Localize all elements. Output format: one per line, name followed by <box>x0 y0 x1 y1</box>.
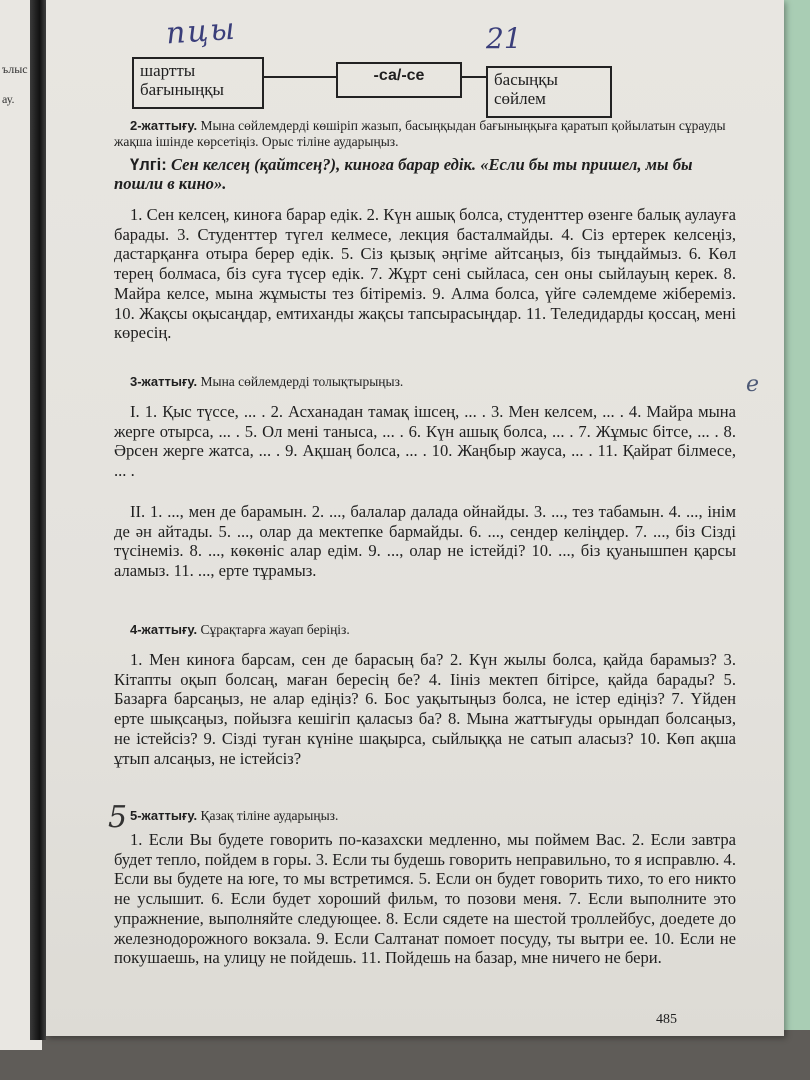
exercise-4-instruction: Сұрақтарға жауап беріңіз. <box>200 622 350 637</box>
example-text: Сен келсең (қайтсең?), киноға барар едік. «Если бы ты пришел, мы бы пошли в кино». <box>114 155 693 193</box>
exercise-3-instruction: Мына сөйлемдерді толықтырыңыз. <box>200 374 404 389</box>
handwritten-note-number: 21 <box>486 22 522 55</box>
exercise-3-part-2-text: II. 1. ..., мен де барамын. 2. ..., балалар далада ойнайды. 3. ..., тез табамын. 4. ..., інім де ән айтады. 5. ..., олар да мектепке бармайды. 6. ..., сендер келіңдер. 7. ..., біз Сізді түсінеміз. 8. ..., көкөніс алар едім. 9. ..., олар не істейді? 10. ..., біз қуанышпен қарсы аламыз. 11. ..., ерте тұрамыз. <box>114 502 736 581</box>
exercise-4-body <box>114 650 736 768</box>
exercise-2-sentences: 1. Сен келсең, киноға барар едік. 2. Күн ашық болса, студенттер өзенге балық аулауға барады. 3. Студенттер түгел келмесе, лекция басталмайды. 4. Сіз ертерек келсеңіз, дастарқанға отыра берер едік. 5. Сіз қызық әңгіме айтсаңыз, біз тыңдаймыз. 6. Көл терең болмаса, біз суға түсер едік. 7. Жұрт сені сыйласа, сен оны сыйлауың керек. 8. Майра келсе, мына жұмысты тез бітіреміз. 9. Алма болса, үйге сәлемдеме жібереміз. 10. Жақсы оқысаңдар, емтиханды жақсы тапсырасыңдар. 11. Теледидарды қоссаң, мені көресің. <box>114 205 736 343</box>
exercise-3-part-2 <box>114 502 736 581</box>
diagram-box-suffix: -са/-се <box>336 62 462 98</box>
diagram-box-subordinate: шартты бағыныңқы <box>132 57 264 109</box>
handwritten-margin-mark: е <box>746 372 760 397</box>
exercise-2-heading <box>114 118 736 150</box>
exercise-3-label: 3-жаттығу. <box>130 374 198 389</box>
page-number: 485 <box>656 1012 677 1027</box>
book-binding <box>30 0 46 1040</box>
diagram-connector-right <box>462 76 486 78</box>
exercise-3-part-1-text: I. 1. Қыс түссе, ... . 2. Асханадан тамақ ішсең, ... . 3. Мен келсем, ... . 4. Майра мына жерге отырса, ... . 5. Ол мені таныса, ... . 6. Күн ашық болса, ... . 7. Жұмыс бітсе, ... . 8. Әрсен жерге жатса, ... . 9. Ақшаң болса, ... . 10. Жаңбыр жауса, ... . 11. Қайрат білмесе, ... . <box>114 402 736 481</box>
desk-bottom <box>0 1030 810 1080</box>
diagram-connector-left <box>264 76 336 78</box>
exercise-2-example <box>114 155 736 193</box>
exercise-4-label: 4-жаттығу. <box>130 622 198 637</box>
exercise-5-heading <box>114 808 736 824</box>
exercise-3-heading <box>114 374 736 390</box>
exercise-5-body <box>114 830 736 968</box>
book-page <box>46 0 784 1036</box>
exercise-4-questions: 1. Мен киноға барсам, сен де барасың ба? 2. Күн жылы болса, қайда барамыз? 3. Кітапты оқып болсаң, маған бересің бе? 4. Іініз мектеп бітірсе, қайда барады? 5. Базарға барсаңыз, не алар едіңіз? 6. Бос уақытыңыз болса, не істер едіңіз? 7. Үйден ерте шықсаңыз, пойызға кешігіп қаласыз ба? 8. Мына жаттығуды орындап болсаңыз, не істейсіз? 9. Сізді туған күніне шақырса, сыйлыққа не сатып аласыз? 10. Көп ақша ұтып алсаңыз, не істейсіз? <box>114 650 736 768</box>
exercise-2-label: 2-жаттығу. <box>130 118 198 133</box>
exercise-5-label: 5-жаттығу. <box>130 808 198 823</box>
handwritten-exercise-mark: 5 <box>108 800 128 835</box>
diagram-box-main: басыңқы сөйлем <box>486 66 612 118</box>
handwritten-note-top: пцы <box>164 11 238 52</box>
exercise-3-part-1 <box>114 402 736 481</box>
exercise-2-body <box>114 205 736 343</box>
exercise-4-heading <box>114 622 736 638</box>
exercise-5-sentences: 1. Если Вы будете говорить по-казахски медленно, мы поймем Вас. 2. Если завтра будет тепло, пойдем в горы. 3. Если ты будешь говорить неправильно, то я исправлю. 4. Если вы будете на юге, то мы встретимся. 5. Если он будет говорить тихо, то его никто не услышит. 6. Если будет хороший фильм, то позови меня. 7. Если выполните это упражнение, выполняйте следующее. 8. Если сядете на шестой троллейбус, доедете до железнодорожного вокзала. 9. Если Салтанат помоет посуду, ты вытри ее. 10. Если не покушаешь, на улицу не пойдешь. 11. Пойдешь на базар, мне ничего не бери. <box>114 830 736 968</box>
exercise-5-instruction: Қазақ тіліне аударыңыз. <box>200 808 339 823</box>
example-label: Үлгі: <box>130 155 167 174</box>
exercise-2-instruction: Мына сөйлемдерді көшіріп жазып, басыңқыдан бағыныңқыға қаратып қойылатын сұрауды жақша ішінде көрсетіңіз. Орыс тіліне аударыңыз. <box>114 118 726 149</box>
left-fragment-2: ау. <box>2 92 15 106</box>
left-fragment-1: ълыс <box>2 62 28 76</box>
